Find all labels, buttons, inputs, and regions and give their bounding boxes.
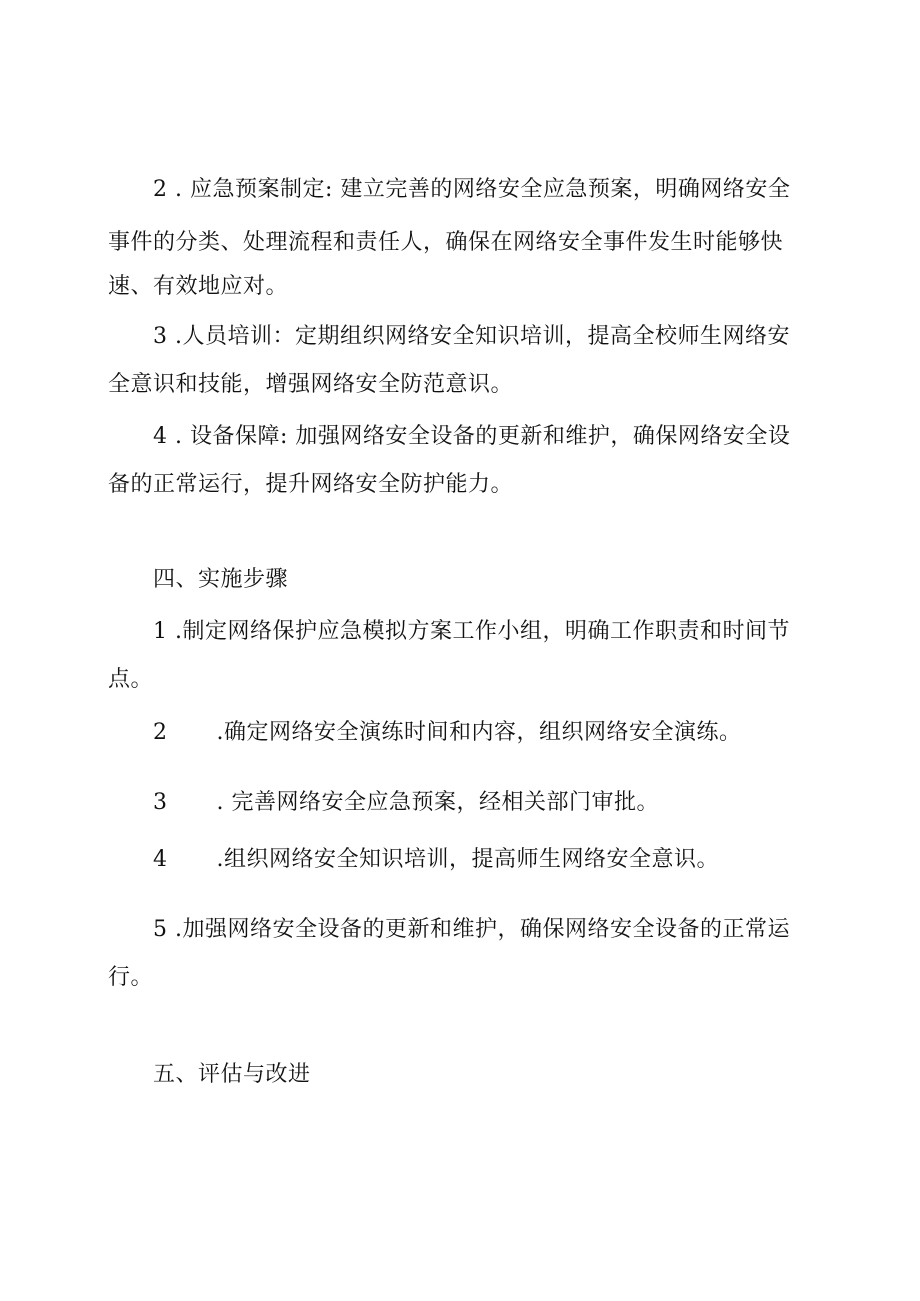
section-heading: 四、实施步骤 — [153, 567, 289, 592]
item-text: .制定网络保护应急模拟方案工作小组，明确工作职责和时间节 — [175, 619, 790, 644]
paragraph-line: 点。 — [108, 667, 154, 692]
item-text: .加强网络安全设备的更新和维护，确保网络安全设备的正常运 — [175, 917, 790, 942]
paragraph-line — [153, 422, 790, 452]
item-number: 4 — [153, 424, 168, 449]
item-text: . 应急预案制定: 建立完善的网络安全应急预案，明确网络安全 — [175, 177, 791, 202]
section-heading: 五、评估与改进 — [153, 1062, 311, 1087]
item-text: . 设备保障: 加强网络安全设备的更新和维护，确保网络安全设 — [175, 424, 791, 449]
item-text: . 完善网络安全应急预案，经相关部门审批。 — [216, 790, 659, 815]
paragraph-line: 行。 — [108, 965, 154, 990]
paragraph-line — [153, 915, 790, 945]
item-number: 2 — [153, 720, 168, 745]
item-number: 2 — [153, 177, 168, 202]
paragraph-line — [153, 845, 719, 875]
paragraph-line — [153, 617, 790, 647]
paragraph-line — [153, 322, 790, 352]
item-text: .人员培训：定期组织网络安全知识培训，提高全校师生网络安 — [175, 324, 790, 349]
item-number: 3 — [153, 790, 168, 815]
item-number: 1 — [153, 619, 168, 644]
paragraph-line: 事件的分类、处理流程和责任人，确保在网络安全事件发生时能够快 — [108, 230, 784, 255]
item-number: 4 — [153, 847, 168, 872]
paragraph-line — [153, 718, 742, 748]
paragraph-line: 全意识和技能，增强网络安全防范意识。 — [108, 372, 514, 397]
item-number: 3 — [153, 324, 168, 349]
paragraph-line — [153, 175, 790, 205]
item-text: .组织网络安全知识培训，提高师生网络安全意识。 — [216, 847, 719, 872]
paragraph-line — [153, 788, 659, 818]
paragraph-line: 备的正常运行，提升网络安全防护能力。 — [108, 472, 514, 497]
paragraph-line: 速、有效地应对。 — [108, 274, 289, 299]
item-text: .确定网络安全演练时间和内容，组织网络安全演练。 — [216, 720, 742, 745]
item-number: 5 — [153, 917, 168, 942]
